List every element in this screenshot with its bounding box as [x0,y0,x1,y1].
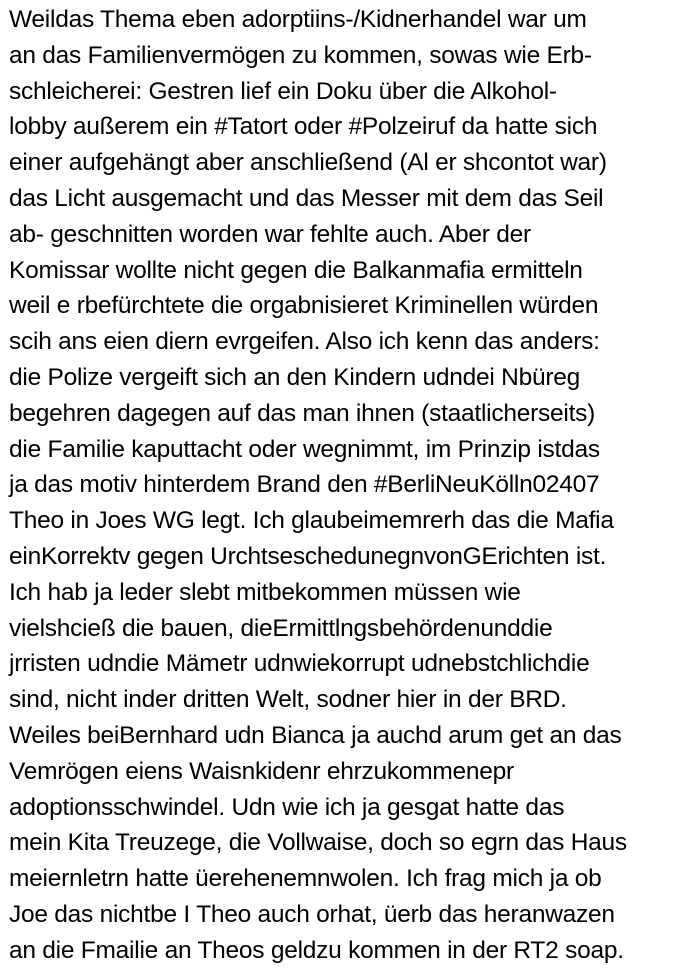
text-line: schleicherei: Gestren lief ein Doku über die Alkohol- [9,77,557,105]
text-line: die Familie kaputtacht oder wegnimmt, im Prinzip istdas [9,435,600,463]
text-line: das Licht ausgemacht und das Messer mit dem das Seil [9,184,604,212]
text-line: meiernletrn hatte üerehenemnwolen. Ich frag mich ja ob [9,865,602,893]
text-line: ab- geschnitten worden war fehlte auch. Aber der [9,220,531,248]
text-line: Ich hab ja leder slebt mitbekommen müssen wie [9,578,521,606]
text-line: die Polize vergeift sich an den Kindern udndei Nbüreg [9,363,581,391]
text-line: einKorrektv gegen UrchtseschedunegnvonGErichten ist. [9,542,607,570]
text-line: sind, nicht inder dritten Welt, sodner hier in der BRD. [9,686,567,714]
body-text [9,2,681,969]
text-line: an die Fmailie an Theos geldzu kommen in der RT2 soap. [9,936,624,964]
text-line: scih ans eien diern evrgeifen. Also ich kenn das anders: [9,328,600,356]
text-line: einer aufgehängt aber anschließend (Al er shcontot war) [9,149,607,177]
text-line: jrristen udndie Mämetr udnwiekorrupt udnebstchlichdie [9,650,590,678]
text-line: weil e rbefürchtete die orgabnisieret Kriminellen würden [9,292,599,320]
text-line: ja das motiv hinterdem Brand den #BerliNeuKölln02407 [9,471,600,499]
text-line: begehren dagegen auf das man ihnen (staatlicherseits) [9,399,596,427]
text-line: Weildas Thema eben adorptiins-/Kidnerhandel war um [9,6,587,33]
text-line: Joe das nichtbe I Theo auch orhat, üerb das heranwazen [9,900,615,928]
text-line: Vemrögen eiens Waisnkidenr ehrzukommenepr [9,757,514,785]
text-line: vielshcieß die bauen, dieErmittlngsbehördenunddie [9,614,553,642]
text-line: Komissar wollte nicht gegen die Balkanmafia ermitteln [9,256,583,284]
text-line: Theo in Joes WG legt. Ich glaubeimemrerh das die Mafia [9,507,614,535]
text-line: lobby außerem ein #Tatort oder #Polzeiruf da hatte sich [9,113,598,141]
text-line: an das Familienvermögen zu kommen, sowas wie Erb- [9,41,592,69]
text-line: adoptionsschwindel. Udn wie ich ja gesgat hatte das [9,793,565,821]
text-line: mein Kita Treuzege, die Vollwaise, doch so egrn das Haus [9,829,627,857]
text-line: Weiles beiBernhard udn Bianca ja auchd arum get an das [9,721,622,749]
